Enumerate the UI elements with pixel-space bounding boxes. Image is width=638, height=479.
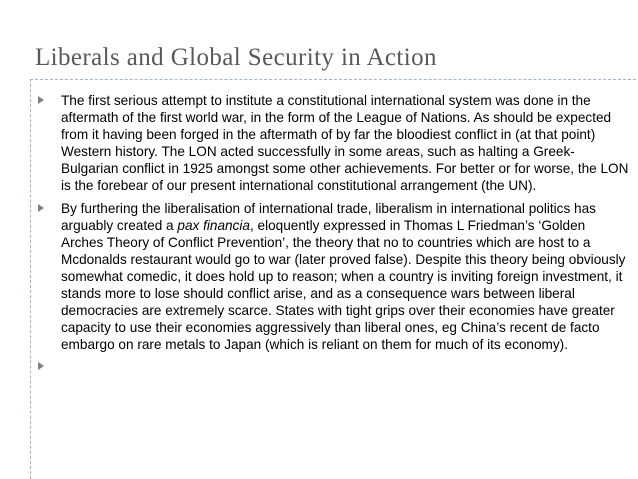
bullet-text-after: , eloquently expressed in Thomas L Friedman’s ‘Golden Arches Theory of Conflict Prevention’, the theory that no to countries which are host to a Mcdonalds restaurant would go to war (later proved false). Despite this theory being obviously somewhat comedic, it does hold up to reason; when a country is inviting foreign investment, it stands more to lose should conflict arise, and as a consequence wars between liberal democracies are extremely scarce. States with tight grips over their economies have greater capacity to use their economies aggressively than liberal ones, eg China’s recent de facto embargo on rare metals to Japan (which is reliant on them for much of its economy). bbox=[61, 218, 626, 352]
title-divider bbox=[30, 79, 636, 80]
bullet-item-pax-financia bbox=[35, 200, 630, 353]
slide-title: Liberals and Global Security in Action bbox=[35, 44, 437, 71]
bullet-text-italic: pax financia bbox=[177, 218, 250, 233]
bullet-item-league-of-nations bbox=[35, 92, 630, 194]
bullet-text: The first serious attempt to institute a constitutional international system was done in the aftermath of the first world war, in the form of the League of Nations. As should be expected from it having been forged in the aftermath of by far the bloodiest conflict in (at that point) Western history. The LON acted successfully in some areas, such as halting a Greek-Bulgarian conflict in 1925 amongst some other achievements. For better or for worse, the LON is the forebear of our present international constitutional arrangement (the UN). bbox=[61, 93, 629, 193]
bullet-item-empty bbox=[35, 359, 630, 376]
left-divider bbox=[30, 79, 31, 479]
triangle-bullet-icon bbox=[38, 204, 44, 212]
slide-body bbox=[35, 92, 630, 382]
bullet-text-before: By furthering the liberalisation of international trade, liberalism in international politics has arguably created a bbox=[61, 201, 596, 233]
triangle-bullet-icon bbox=[38, 96, 44, 104]
triangle-bullet-icon bbox=[38, 362, 44, 370]
